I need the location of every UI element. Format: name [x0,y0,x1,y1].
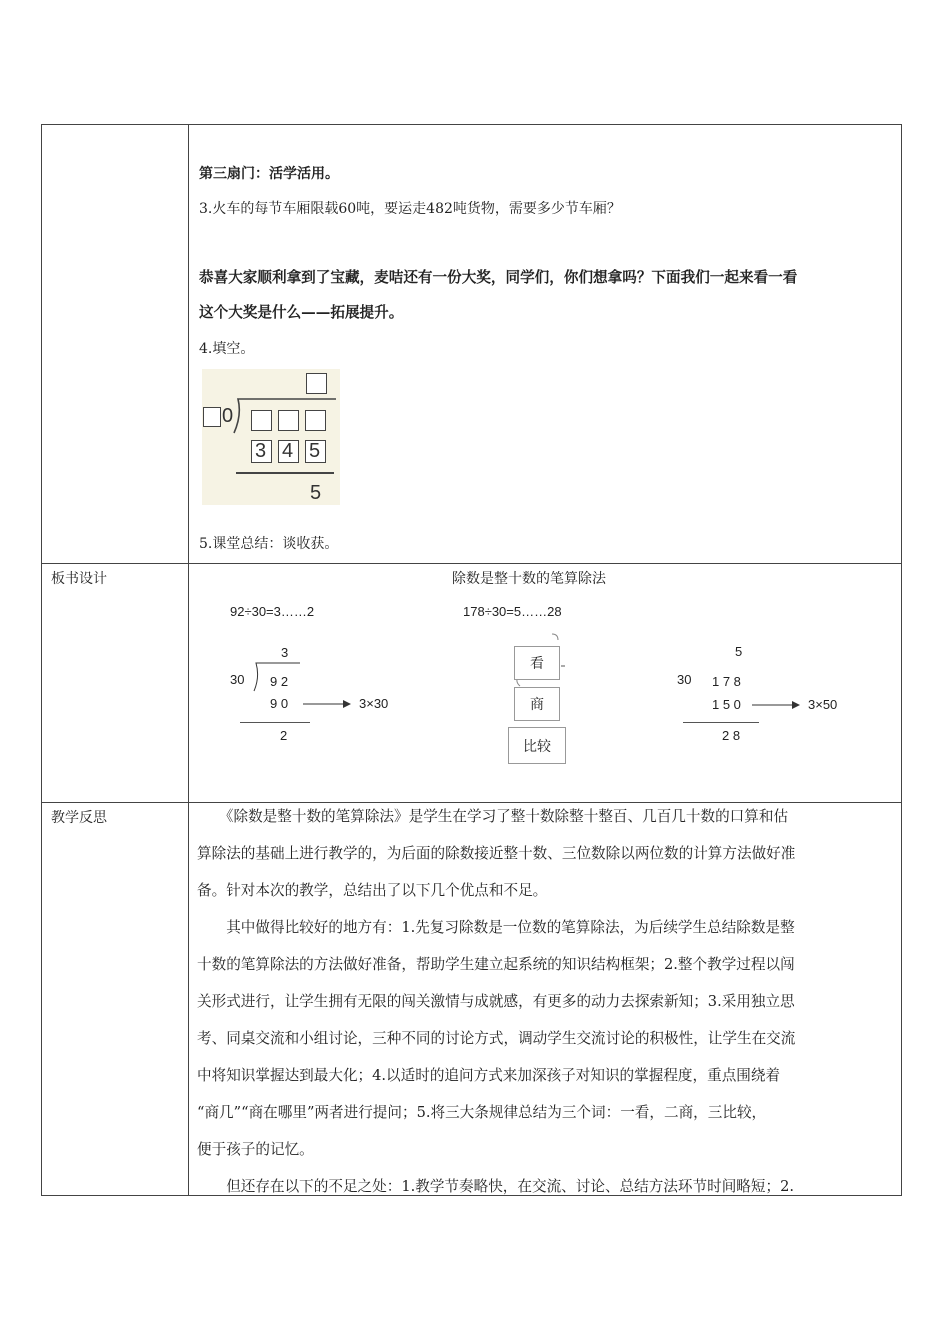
left-remainder: 2 [280,728,288,743]
right-subtraction-line [683,722,759,723]
praise-line-2: 这个大奖是什么——拓展提升。 [199,304,404,321]
reflection-text [197,798,893,1205]
digit-4: 4 [282,440,294,462]
reflection-line: 考、同桌交流和小组讨论，三种不同的讨论方式，调动学生交流讨论的积极性，让学生在交流 [197,1030,796,1047]
equation-2: 178÷30=5……28 [463,604,562,619]
right-note: 3×50 [808,697,838,712]
subtraction-line [236,472,334,474]
dividend-blank-2 [278,410,299,431]
right-arrow [752,699,802,711]
equation-1: 92÷30=3……2 [230,604,315,619]
left-quotient: 3 [281,645,289,660]
reflection-line: 但还存在以下的不足之处：1.教学节奏略快，在交流、讨论、总结方法环节时间略短；2. [197,1178,795,1195]
board-label: 板书设计 [51,571,107,587]
step-compare-box: 比较 [508,727,566,764]
digit-5: 5 [309,440,321,462]
reflection-label: 教学反思 [51,810,107,826]
right-product: 1 5 0 [712,697,741,712]
quotient-blank [306,373,327,394]
board-title: 除数是整十数的笔算除法 [452,571,606,587]
left-arrow [303,698,353,710]
right-dividend: 1 7 8 [712,674,741,689]
question-3: 3.火车的每节车厢限载60吨，要运走482吨货物，需要多少节车厢？ [199,201,621,217]
digit-3: 3 [255,440,267,462]
reflection-line: 备。针对本次的教学，总结出了以下几个优点和不足。 [197,882,548,899]
dividend-blank-1 [251,410,272,431]
question-4: 4.填空。 [199,341,255,357]
reflection-line: “商几”“商在哪里”两者进行提问；5.将三大条规律总结为三个词：一看，二商，三比较， [197,1104,767,1121]
left-dividend: 9 2 [270,674,289,689]
question-5: 5.课堂总结：谈收获。 [199,536,339,552]
left-divisor: 30 [230,672,245,687]
step-quotient-box: 商 [514,687,560,721]
right-quotient: 5 [735,644,743,659]
praise-line-1: 恭喜大家顺利拿到了宝藏，麦咭还有一份大奖，同学们，你们想拿吗？下面我们一起来看一看 [199,269,798,286]
reflection-line: 其中做得比较好的地方有：1.先复习除数是一位数的笔算除法，为后续学生总结除数是整 [197,919,795,936]
divisor-zero: 0 [222,405,234,427]
row-divider-board [41,563,902,564]
right-divisor: 30 [677,672,692,687]
section-title: 第三扇门：活学活用。 [199,166,339,182]
column-divider [188,124,189,1196]
left-subtraction-line [240,722,310,723]
left-product: 9 0 [270,696,289,711]
reflection-line: 算除法的基础上进行教学的，为后面的除数接近整十数、三位数除以两位数的计算方法做好准 [197,845,796,862]
division-figure [202,369,340,505]
reflection-line: 关形式进行，让学生拥有无限的闯关激情与成就感，有更多的动力去探索新知；3.采用独立思 [197,993,795,1010]
divisor-blank [203,407,221,427]
reflection-line: 十数的笔算除法的方法做好准备，帮助学生建立起系统的知识结构框架；2.整个教学过程以闯 [197,956,795,973]
right-remainder: 2 8 [722,728,741,743]
left-note: 3×30 [359,696,389,711]
step-look-box: 看 [514,646,560,680]
reflection-line: 便于孩子的记忆。 [197,1141,314,1158]
dividend-blank-3 [305,410,326,431]
reflection-line: 《除数是整十数的笔算除法》是学生在学习了整十数除整十整百、几百几十数的口算和估 [197,808,789,825]
reflection-line: 中将知识掌握达到最大化；4.以适时的追问方式来加深孩子对知识的掌握程度，重点围绕着 [197,1067,781,1084]
remainder-digit: 5 [310,482,322,504]
